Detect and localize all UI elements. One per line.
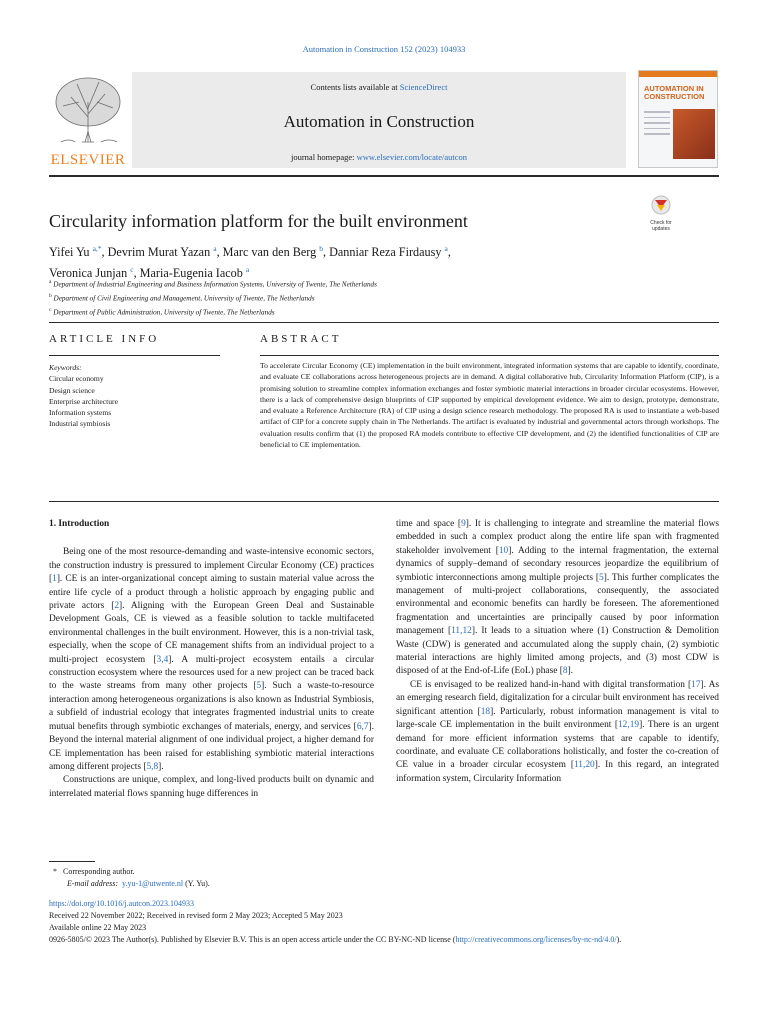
footnote [49,866,210,890]
paragraph-text: Constructions are unique, complex, and long-lived products built on dynamic and interrelated material flows spanning huge differences in [49,775,374,799]
citation-link[interactable]: 11,20 [573,760,595,771]
body-column-left [49,518,374,801]
paragraph-text: ]. As an emerging research field, digitalization for a circular built environment has received significant attention [ [396,679,719,717]
footnote-star: * [53,867,57,876]
paragraph-text: ]. Particularly, robust information management is vital to large-scale CE implementation in the built environment [ [396,706,719,731]
citation-link[interactable]: 18 [480,706,491,717]
homepage-link[interactable]: www.elsevier.com/locate/autcon [356,152,467,162]
paragraph-text: time and space [ [396,519,462,529]
paragraph-text: ]. Aligning with the European Green Deal and Sustainable Development Goals, CE is viewed as a feasible solution to tackle multifaceted environmental challenges in the built environment. However, this is a non-trivial task, especially, when the scope of CE management shifts from an individual project to a multi-project ecosystem [ [49,601,374,665]
affiliation-text: Department of Public Administration, University of Twente, The Netherlands [53,308,275,317]
article-info-heading: ARTICLE INFO [49,333,160,345]
divider [260,355,719,356]
keyword: Information systems [49,408,112,418]
divider [49,501,719,502]
homepage-prefix: journal homepage: [290,152,357,162]
license-link[interactable]: http://creativecommons.org/licenses/by-nc-nd/4.0/ [455,935,617,944]
author-affil-marker[interactable]: b [319,244,323,253]
abstract-text: To accelerate Circular Economy (CE) implementation in the built environment, integrated information systems that are capable to identify, coordinate, and evaluate CE collaborations across heterogeneous projects are in demand. A digital collaborative hub, Circularity Information Platform (CIP), is a promising solution to streamline complex information exchanges and foster symbiotic material interactions in broader circular ecosystems. However, there is a lack of comprehensive design blueprints of CIP supported by empirical development evidence. We aim to design, prototype, demonstrate, and evaluate a Reference Architecture (RA) of CIP using a design science research methodology. The proposed RA is used to instantiate a web-based artifact of CIP for a concrete supply chain in The Netherlands. The artifact is evaluated by industrial and governmental actors through workshops. The evaluation results confirm that (1) the proposed RA models contribute to effective CIP development, and (2) the identified functionalities of CIP are beneficial to CE implementation. [260,361,719,450]
citation-link[interactable]: 6,7 [356,721,369,732]
homepage-line [132,152,626,162]
left-paragraphs [49,546,374,801]
affiliation-marker: b [49,292,52,299]
footnote-rule [49,861,95,862]
contents-line [132,82,626,92]
author[interactable]: Veronica Junjan [49,266,128,281]
paragraph-text: ]. CE is an inter-organizational concept aiming to sustain material value across the entire life cycle of a product through a holistic approach by engaging public and private actors [ [49,574,374,612]
check-for-updates-badge[interactable] [646,194,676,232]
available-online: Available online 22 May 2023 [49,923,147,932]
journal-title: Automation in Construction [283,112,475,131]
citation-link[interactable]: 1 [52,574,57,585]
citation-link[interactable]: 5 [599,572,604,583]
citation-link[interactable]: 2 [114,601,120,612]
keywords-label: Keywords: [49,363,82,372]
keyword: Industrial symbiosis [49,419,111,429]
copyright-end: ). [616,935,622,944]
masthead-box [132,72,626,168]
cover-photo [673,109,715,159]
paragraph-text: ]. Such a waste-to-resource interaction among heterogeneous organizations is also known as Industrial Symbiosis, a subfield of industrial ecology that integrates fragmented industrial units to create mutual benefits through symbiotic exchanges of materials, energy, and services [ [49,681,375,732]
email-link[interactable]: y.yu-1@utwente.nl [122,879,184,888]
abstract-heading: ABSTRACT [260,333,342,345]
sciencedirect-link[interactable]: ScienceDirect [399,82,448,92]
crossmark-icon [646,194,676,216]
corresponding-author-note [49,866,210,878]
author-affil-marker[interactable]: a [444,244,448,253]
publisher-name: ELSEVIER [50,152,126,168]
article-meta [49,898,719,946]
body-paragraph [49,774,374,801]
doi-link[interactable]: https://doi.org/10.1016/j.autcon.2023.104933 [49,899,194,908]
paragraph-text: CE is envisaged to be realized hand-in-hand with digital transformation [ [410,679,692,690]
section-heading: 1. Introduction [49,519,110,529]
author[interactable]: Yifei Yu [49,245,90,260]
author[interactable]: Maria-Eugenia Iacob [139,266,243,281]
paragraph-text: ]. It leads to a situation where (1) Construction & Demolition Waste (CDW) is generated and accumulated along the supply chain, (2) symbiotic material interactions are highly limited among projects, and (3) most CDW is disposed of at the End-of-Life (EoL) phase [ [396,626,719,677]
citation-link[interactable]: 5,8 [146,761,159,772]
author[interactable]: Danniar Reza Firdausy [329,245,442,260]
citation-link[interactable]: 8 [562,666,568,677]
affiliation-text: Department of Industrial Engineering and Business Information Systems, University of Twente, The Netherlands [53,280,377,289]
email-suffix: (Y. Yu). [185,879,210,888]
received-dates: Received 22 November 2022; Received in revised form 2 May 2023; Accepted 5 May 2023 [49,911,343,920]
citation-link[interactable]: 3,4 [156,654,169,665]
contents-prefix: Contents lists available at [310,82,400,92]
crossmark-label: Check for updates [650,220,672,232]
affiliations [49,277,377,319]
citation-link[interactable]: 10 [498,545,509,556]
keyword: Circular economy [49,374,104,384]
divider [49,322,719,323]
citation-link[interactable]: 12,19 [617,720,640,731]
affiliation-marker: c [49,306,52,313]
paragraph-text: ]. A multi-project ecosystem entails a circular construction ecosystem where the resources used for a new project can be traced back to the waste streams from many other projects [ [49,654,374,692]
divider [49,355,220,356]
paragraph-text: ]. It is challenging to integrate and streamline the material flows embedded in such a complex product along the entire life span with fragmented stakeholder involvement [ [396,519,719,556]
corresponding-label: Corresponding author. [63,867,135,876]
author[interactable]: Devrim Murat Yazan [107,245,211,260]
email-label: E-mail address: [67,879,119,888]
author-affil-marker[interactable]: c [130,265,134,275]
author-affil-marker[interactable]: a [213,244,217,253]
cover-band [639,71,717,77]
article-title: Circularity information platform for the built environment [49,211,468,231]
affiliation [49,291,377,305]
body-paragraph [396,518,719,679]
affiliation-marker: a [49,279,52,285]
citation-link[interactable]: 17 [691,679,701,690]
keywords-block [49,362,118,430]
paragraph-text: ]. Adding to the internal fragmentation, the external dynamics of supply–demand of secondary resources jeopardize the equilibrium of symbiotic interconnections among multiple projects [ [396,545,719,583]
right-paragraphs [396,518,719,786]
affiliation-text: Department of Civil Engineering and Management, University of Twente, The Netherlands [53,294,315,303]
keyword: Enterprise architecture [49,396,118,406]
body-paragraph [49,546,374,774]
author-affil-marker[interactable]: a,* [92,244,102,253]
paragraph-text: ]. Beyond the internal material alignment of one individual project, a higher demand for CE implementation has been raised for establishing symbiotic material interactions among different projects [ [49,721,374,772]
journal-reference[interactable]: Automation in Construction 152 (2023) 104933 [302,44,466,54]
affiliation [49,277,377,291]
author[interactable]: Marc van den Berg [222,245,317,260]
journal-cover-image[interactable] [638,70,718,168]
affiliation [49,305,377,319]
cover-title: AUTOMATION IN CONSTRUCTION [644,84,705,101]
masthead-rule [49,175,719,177]
citation-link[interactable]: 11,12 [451,626,472,637]
journal-masthead [49,70,719,168]
body-paragraph [396,679,719,786]
copyright-line [49,934,719,946]
author-list: Yifei Yu $^{a,*}$, Devrim Murat Yazan $^a$, Marc van den Berg $^b$, Danniar Reza Firdausy $^a$, Veronica Junjan $^c$, Maria-Eugenia Iacob $^a$ [49,244,451,281]
paragraph-text: ]. [158,761,164,772]
keyword: Design science [49,385,95,395]
paragraph-text: Being one of the most resource-demanding and waste-intensive economic sectors, the construction industry is pressured to implement Circular Economy (CE) practices [ [49,547,374,585]
paragraph-text: ]. This further complicates the management of multi-project collaborations, consequently, the associated environmental and economic benefits can hardly be foreseen. The aforementioned fragmentation and uncertainties are principally caused by poor information management [ [396,572,720,637]
author-affil-marker[interactable]: a [245,265,250,275]
paragraph-text: ]. [567,666,574,677]
cover-lines [644,111,670,139]
citation-link[interactable]: 5 [256,681,262,692]
elsevier-tree-logo [49,72,127,168]
copyright-text: 0926-5805/© 2023 The Author(s). Published by Elsevier B.V. This is an open access article under the CC BY-NC-ND license ( [49,935,456,944]
body-column-right [396,518,719,786]
citation-link[interactable]: 9 [461,519,466,529]
email-line [49,878,210,890]
paragraph-text: ]. In this regard, an integrated information system, Circularity Information [396,760,719,784]
paragraph-text: ]. There is an urgent demand for more efficient information systems that are capable to identify, coordinate, and evaluate CE collaborations holistically, and foster the co-creation of CE value in a broader circular ecosystem [ [396,720,719,771]
